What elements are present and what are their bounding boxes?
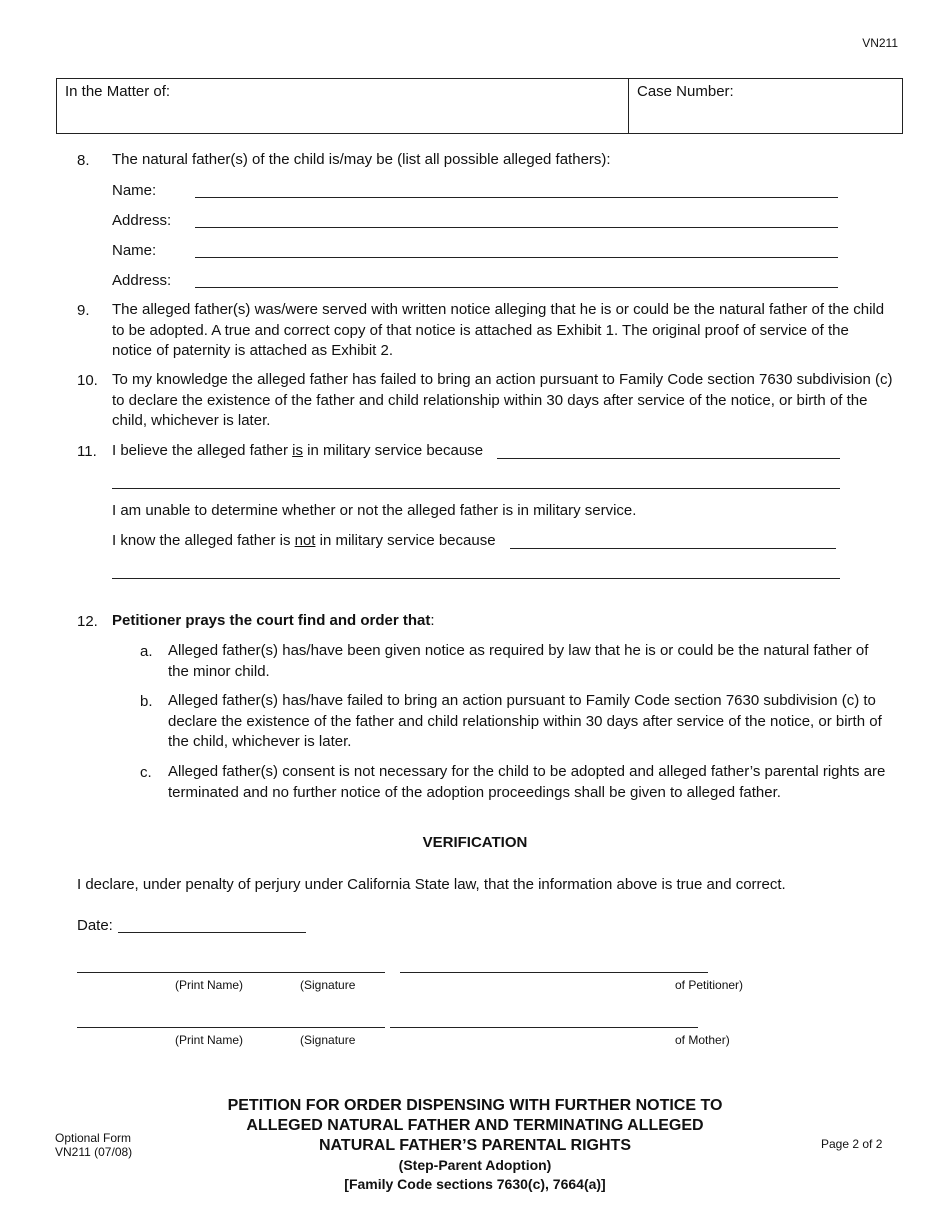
mother-signature-label: (Signature — [300, 1033, 356, 1047]
subitem-b-text: Alleged father(s) has/have failed to bring an action pursuant to Family Code section 7630 subdivision (c) to declare the existence of the father and child relationship within 30 days after service of the notice, or birth of the child, whichever is later. — [168, 692, 882, 750]
father-address-line-2[interactable] — [195, 287, 838, 288]
military-not-word: not — [294, 532, 316, 549]
date-line[interactable] — [118, 932, 306, 933]
mother-signature-line[interactable] — [390, 1027, 698, 1028]
form-title-line-1: PETITION FOR ORDER DISPENSING WITH FURTHER NOTICE TO — [227, 1097, 723, 1114]
form-title-line-2: ALLEGED NATURAL FATHER AND TERMINATING ALLEGED — [246, 1117, 704, 1134]
item-11-number: 11. — [77, 443, 97, 460]
date-label: Date: — [77, 917, 113, 934]
father-name-label-1: Name: — [112, 182, 157, 199]
item-12-heading-bold: Petitioner prays the court find and order that — [112, 612, 431, 629]
military-not-statement — [112, 531, 496, 552]
case-header-box — [56, 78, 903, 134]
military-is-statement — [112, 441, 483, 462]
item-10-number: 10. — [77, 372, 98, 389]
military-is-word: is — [292, 442, 303, 459]
subitem-b-letter: b. — [140, 693, 153, 710]
subitem-a-text: Alleged father(s) has/have been given notice as required by law that he is or could be the natural father of the minor child. — [168, 642, 869, 680]
petitioner-signature-label: (Signature — [300, 978, 356, 992]
petitioner-signature-line[interactable] — [400, 972, 708, 973]
form-code: VN211 — [862, 36, 898, 50]
father-address-label-1: Address: — [112, 212, 172, 229]
military-is-line-2[interactable] — [112, 488, 840, 489]
military-unable-statement: I am unable to determine whether or not the alleged father is in military service. — [112, 502, 637, 519]
military-is-suffix: in military service because — [302, 442, 484, 459]
mother-print-name-label: (Print Name) — [175, 1033, 244, 1047]
father-name-line-2[interactable] — [195, 257, 838, 258]
military-is-line-1[interactable] — [497, 458, 840, 459]
verification-heading: VERIFICATION — [422, 834, 528, 851]
optional-form-label: Optional Form — [55, 1131, 132, 1145]
father-name-line-1[interactable] — [195, 197, 838, 198]
military-not-line-1[interactable] — [510, 548, 836, 549]
subitem-c-text: Alleged father(s) consent is not necessary for the child to be adopted and alleged father’s parental rights are terminated and no further notice of the adoption proceedings shall be given to alleged father. — [168, 763, 886, 801]
military-not-prefix: I know the alleged father is — [112, 532, 295, 549]
item-8-number: 8. — [77, 152, 90, 169]
subitem-c-letter: c. — [140, 764, 152, 781]
item-12-heading — [112, 611, 435, 632]
item-12-number: 12. — [77, 613, 98, 630]
father-address-line-1[interactable] — [195, 227, 838, 228]
item-10-text: To my knowledge the alleged father has failed to bring an action pursuant to Family Code section 7630 subdivision (c) to declare the existence of the father and child relationship within 30 days after service of the notice, or birth of the child, whichever is later. — [112, 371, 893, 429]
father-address-label-2: Address: — [112, 272, 172, 289]
military-not-suffix: in military service because — [315, 532, 496, 549]
case-number-label: Case Number: — [637, 83, 734, 100]
father-name-label-2: Name: — [112, 242, 157, 259]
petitioner-print-name-label: (Print Name) — [175, 978, 244, 992]
form-revision: VN211 (07/08) — [55, 1145, 133, 1159]
form-title-line-3: NATURAL FATHER’S PARENTAL RIGHTS — [319, 1137, 631, 1154]
subitem-a-letter: a. — [140, 643, 153, 660]
mother-print-name-line[interactable] — [77, 1027, 385, 1028]
item-9-number: 9. — [77, 302, 90, 319]
petitioner-of-label: of Petitioner) — [675, 978, 744, 992]
verification-declaration: I declare, under penalty of perjury under California State law, that the information above is true and correct. — [77, 876, 786, 893]
matter-label: In the Matter of: — [65, 83, 171, 100]
mother-of-label: of Mother) — [675, 1033, 730, 1047]
item-12-heading-colon: : — [430, 612, 435, 629]
form-subtitle: (Step-Parent Adoption) — [398, 1157, 552, 1173]
page-number: Page 2 of 2 — [821, 1137, 883, 1151]
military-not-line-2[interactable] — [112, 578, 840, 579]
item-9-text: The alleged father(s) was/were served with written notice alleging that he is or could be the natural father of the child to be adopted. A true and correct copy of that notice is attached as Exhibit 1. The original proof of service of the notice of paternity is attached as Exhibit 2. — [112, 301, 885, 359]
header-divider — [628, 79, 629, 133]
family-code-sections: [Family Code sections 7630(c), 7664(a)] — [344, 1176, 606, 1192]
petitioner-print-name-line[interactable] — [77, 972, 385, 973]
form-title — [180, 1096, 770, 1194]
item-8-text: The natural father(s) of the child is/may be (list all possible alleged fathers): — [112, 151, 611, 168]
military-is-prefix: I believe the alleged father — [112, 442, 293, 459]
